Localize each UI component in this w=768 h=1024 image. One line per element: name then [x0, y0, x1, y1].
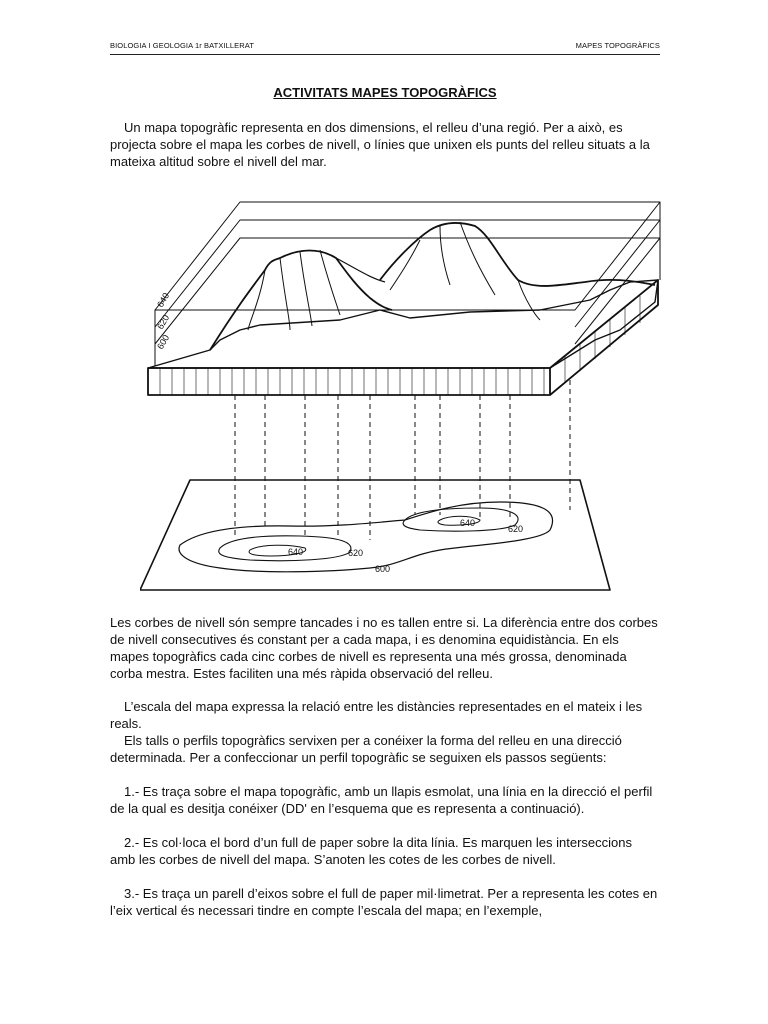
header-course: BIOLOGIA I GEOLOGIA 1r BATXILLERAT	[110, 41, 255, 50]
label-map-620-right: 620	[508, 524, 524, 534]
header-topic: MAPES TOPOGRÀFICS	[575, 41, 660, 50]
contour-plane-600	[155, 238, 660, 344]
step-2: 2.- Es col·loca el bord d’un full de paper sobre la dita línia. Es marquen les interseccions amb les corbes de nivell del mapa. S’anoten les cotes de les corbes de nivell.	[110, 835, 632, 867]
label-block-620: 620	[155, 312, 172, 331]
contour-plane-640	[155, 202, 660, 310]
paragraph-contour-lines: Les corbes de nivell són sempre tancades i no es tallen entre si. La diferència entre dos corbes de nivell consecutives és constant per a cada mapa, i es denomina equidistància. En els mapes topogràfics cada cinc corbes de nivell es representa una més grossa, denominada corba mestra. Estes faciliten una més ràpida observació del relleu.	[110, 615, 658, 681]
paragraph-profiles: Els talls o perfils topogràfics servixen per a conéixer la forma del relleu en una direcció determinada. Per a confeccionar un perfil topogràfic se seguixen els passos següents:	[110, 733, 622, 765]
hill-right	[380, 223, 655, 286]
label-map-640-right: 640	[460, 518, 476, 528]
page-title-text: ACTIVITATS MAPES TOPOGRÀFICS	[273, 85, 497, 100]
block-right-side	[550, 280, 658, 395]
page-title	[110, 85, 660, 100]
intro-paragraph: Un mapa topogràfic representa en dos dimensions, el relleu d’una regió. Per a això, es projecta sobre el mapa les corbes de nivell, o línies que unixen els punts del relleu situats a la mateixa altitud sobre el nivell del mar.	[110, 120, 650, 169]
map-contour-620-left	[219, 536, 351, 561]
label-map-640-left: 640	[288, 547, 304, 557]
block-top	[148, 280, 658, 368]
paragraph-scale: L’escala del mapa expressa la relació entre les distàncies representades en el mateix i les reals.	[110, 699, 643, 731]
topographic-block-diagram	[140, 190, 670, 595]
step-3: 3.- Es traça un parell d’eixos sobre el full de paper mil·limetrat. Per a representa les cotes en l’eix vertical és necessari tindre en compte l’escala del mapa; en l’exemple,	[110, 886, 658, 918]
step-1: 1.- Es traça sobre el mapa topogràfic, amb un llapis esmolat, una línia en la direcció el perfil de la qual es desitja conéixer (DD' en l’esquema que es representa a continuació).	[110, 784, 653, 816]
page-header	[110, 40, 660, 55]
label-block-600: 600	[155, 332, 172, 351]
label-map-620-left: 620	[348, 548, 364, 558]
contour-plane-620	[155, 220, 660, 327]
block-front	[148, 368, 550, 395]
label-map-600: 600	[375, 564, 391, 574]
label-block-640: 640	[155, 290, 172, 309]
hill-left	[210, 251, 392, 351]
